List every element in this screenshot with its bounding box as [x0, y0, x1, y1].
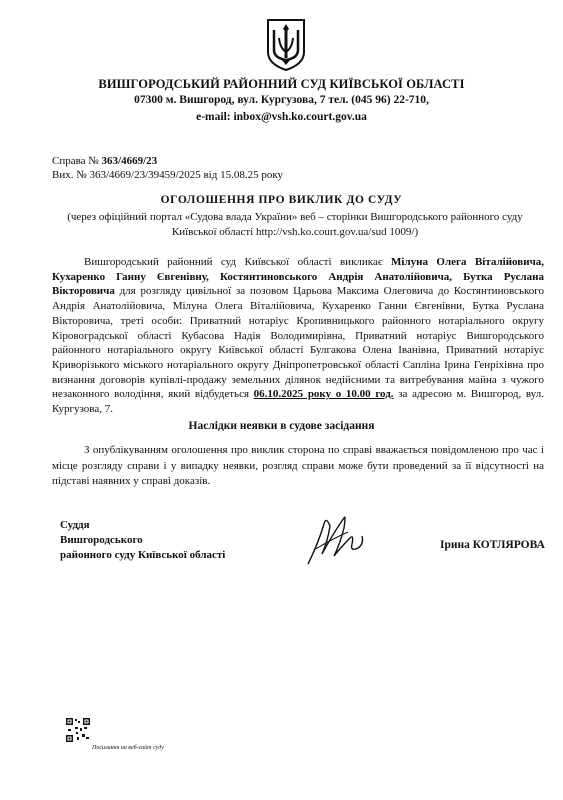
judge-title-line3: районного суду Київської області	[60, 549, 226, 561]
consequences-text: З опублікуванням оголошення про виклик сторона по справі вважається повідомленою про час і місце розгляду справи і у випадку неявки, розгляд справи може бути проведений за її відсутності на підставі наявних у справі доказів.	[52, 444, 544, 487]
document-title: ОГОЛОШЕННЯ ПРО ВИКЛИК ДО СУДУ	[160, 194, 403, 206]
qr-code-icon	[66, 718, 90, 742]
date-label: від	[203, 169, 218, 181]
outgoing-label: Вих. №	[52, 169, 87, 181]
case-number	[52, 155, 157, 167]
outgoing-number-value: 363/4669/23/39459/2025	[89, 169, 201, 181]
case-number-value: 363/4669/23	[101, 155, 158, 167]
judge-name: Ірина КОТЛЯРОВА	[440, 539, 545, 551]
judge-title-line1: Суддя	[60, 519, 90, 531]
judge-title-line2: Вишгородського	[60, 534, 143, 546]
portal-note: (через офіційний портал «Судова влада України» веб – сторінки Вишгородського районного суду Київської області http://vsh.ko.court.gov.ua/sud 1009/)	[67, 211, 523, 238]
email-label: e-mail:	[196, 111, 231, 123]
hearing-address: за адресою м. Вишгород, вул. Кургузова, 7.	[52, 388, 545, 416]
summoned-persons: Мілуна Олега Віталійовича, Кухаренко Ганну Євгенівну, Костянтиновського Андрія Анатолійовича, Бутка Руслана Вікторовича	[52, 256, 545, 298]
court-address: 07300 м. Вишгород, вул. Кургузова, 7 тел. (045 96) 22-710,	[134, 94, 429, 106]
qr-caption: Посилання на веб-сайт суду	[92, 745, 164, 751]
outgoing-number	[52, 169, 283, 181]
summons-details: для розгляду цивільної за позовом Царьова Максима Олеговича до Костянтиновського Андрія Анатолійовича, Мілуна Олега Віталійовича, Кухаренко Ганни Євгенівни, Бутка Руслана Вікторовича, треті особи: Приватний нотаріус Кропивницького районного нотаріального округу Кіровоградської області Кубасова Надія Володимирівна, Приватний нотаріус Вишгородського районного нотаріального округу Київської області Булгакова Олена Іванівна, Приватний нотаріус Криворізького міського нотаріального округу Дніпропетровської області Сапліна Ірина Генріхівна про визнання договорів купівлі-продажу земельних ділянок недійсними та витребування майна з чужого незаконного володіння, який відбудеться	[52, 285, 545, 401]
court-email	[0, 111, 563, 123]
case-label: Справа №	[52, 155, 99, 167]
hearing-datetime: 06.10.2025 року о 10.00 год.	[253, 388, 394, 401]
email-address: inbox@vsh.ko.court.gov.ua	[233, 111, 367, 123]
summons-intro: Вишгородський районний суд Київської області викликає	[84, 256, 383, 268]
court-name: ВИШГОРОДСЬКИЙ РАЙОННИЙ СУД КИЇВСЬКОЇ ОБЛАСТІ	[98, 77, 465, 91]
date-value: 15.08.25 року	[220, 169, 284, 181]
coat-of-arms-icon	[266, 18, 306, 72]
consequences-title: Наслідки неявки в судове засідання	[188, 420, 375, 432]
judge-title	[60, 518, 225, 563]
signature-scribble	[300, 510, 370, 568]
summons-paragraph	[52, 255, 544, 417]
